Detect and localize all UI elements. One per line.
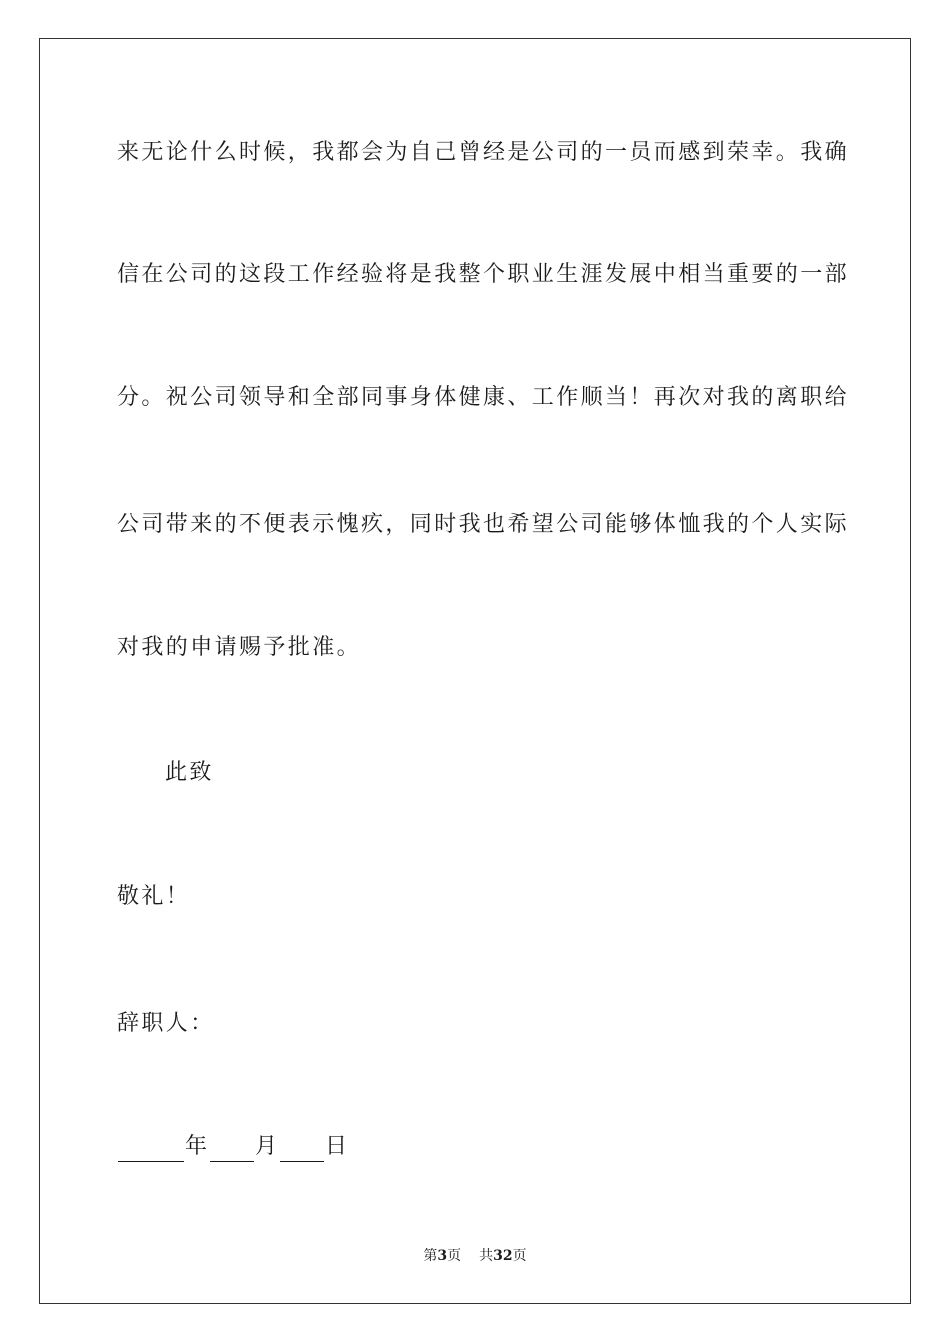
page-prefix: 第 bbox=[423, 1248, 438, 1264]
salutation-text: 敬礼！ bbox=[117, 884, 191, 909]
page-suffix: 页 bbox=[447, 1248, 462, 1264]
paragraph-line-5: 对我的申请赐予批准。 bbox=[117, 635, 362, 660]
day-label: 日 bbox=[325, 1134, 350, 1159]
year-blank bbox=[118, 1139, 184, 1162]
day-blank bbox=[280, 1139, 324, 1162]
closing-text: 此致 bbox=[165, 760, 214, 785]
date-line bbox=[117, 1132, 349, 1162]
paragraph-line-4: 公司带来的不便表示愧疚，同时我也希望公司能够体恤我的个人实际 bbox=[117, 512, 850, 537]
month-label: 月 bbox=[255, 1134, 280, 1159]
total-pages: 32 bbox=[493, 1248, 513, 1264]
paragraph-line-3: 分。祝公司领导和全部同事身体健康、工作顺当！再次对我的离职给 bbox=[117, 385, 850, 410]
page-frame bbox=[39, 38, 911, 1304]
signer-label: 辞职人： bbox=[117, 1011, 215, 1036]
month-blank bbox=[210, 1139, 254, 1162]
page-footer bbox=[0, 1247, 950, 1265]
page-number: 3 bbox=[437, 1248, 448, 1264]
total-suffix: 页 bbox=[512, 1248, 527, 1264]
year-label: 年 bbox=[185, 1134, 210, 1159]
paragraph-line-2: 信在公司的这段工作经验将是我整个职业生涯发展中相当重要的一部 bbox=[117, 262, 850, 287]
total-prefix: 共 bbox=[479, 1248, 494, 1264]
paragraph-line-1: 来无论什么时候，我都会为自己曾经是公司的一员而感到荣幸。我确 bbox=[117, 140, 850, 165]
